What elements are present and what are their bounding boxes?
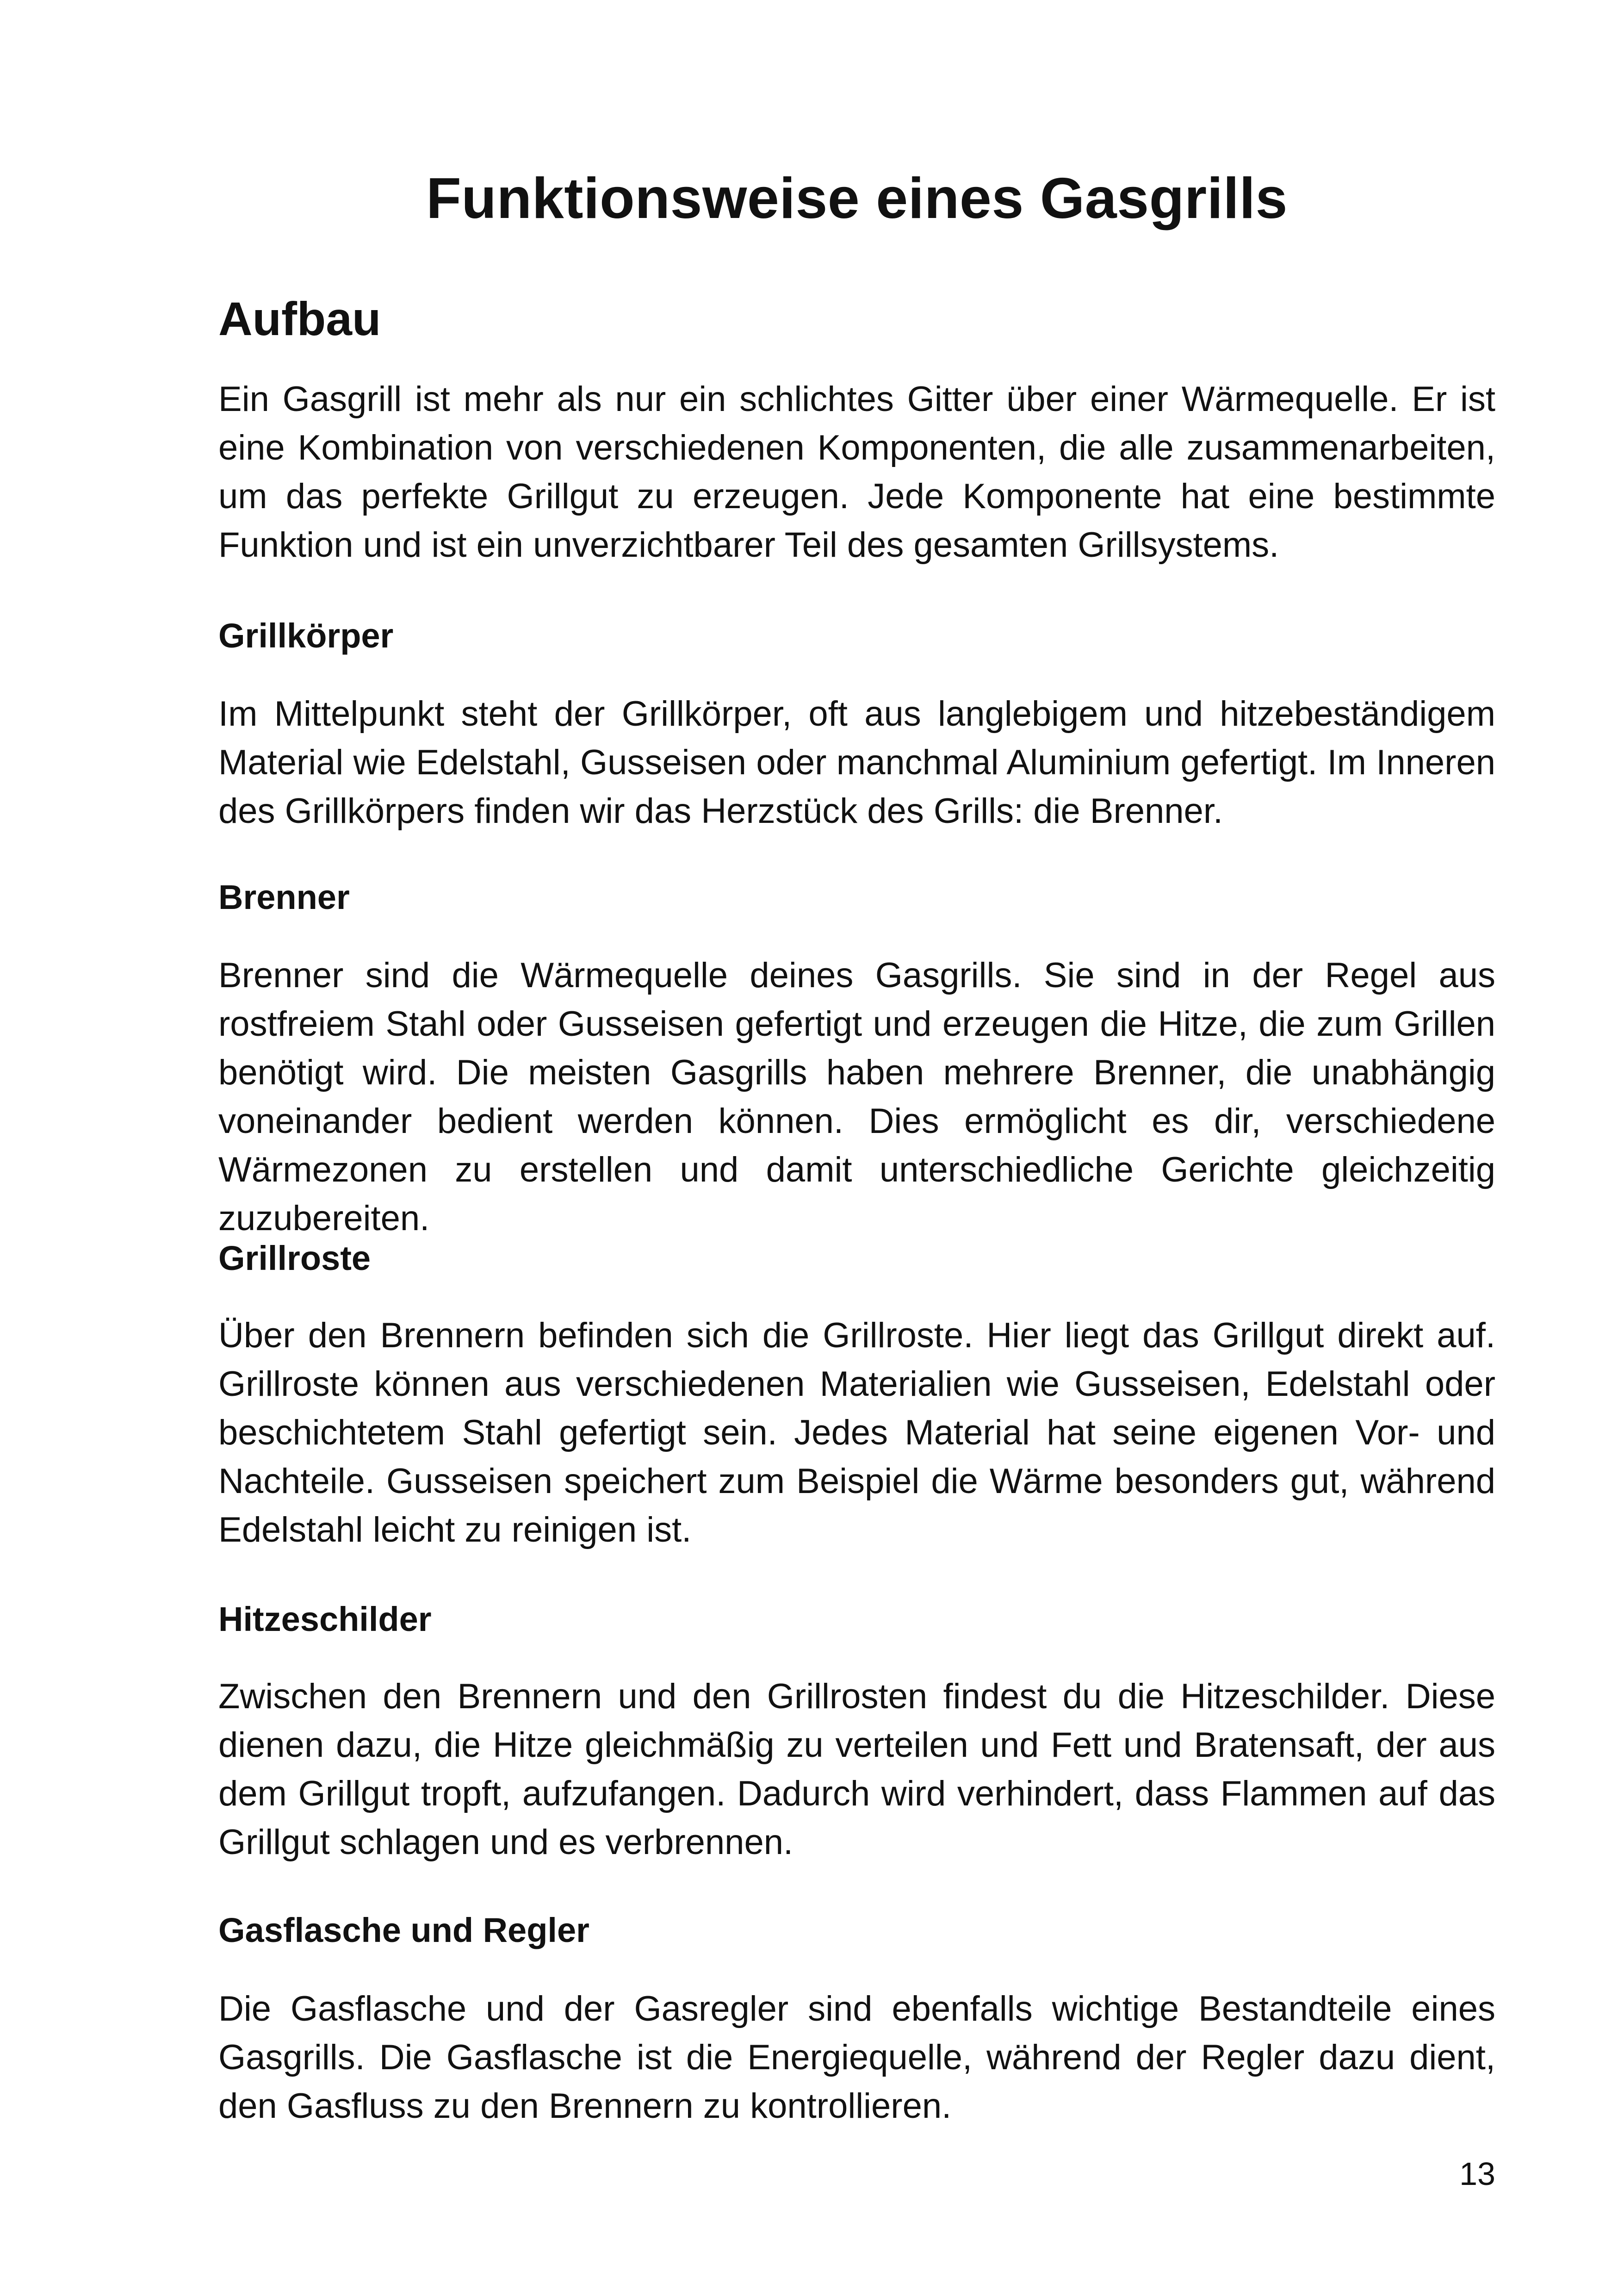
paragraph-brenner: Brenner sind die Wärmequelle deines Gasgrills. Sie sind in der Regel aus rostfreiem Stahl oder Gusseisen gefertigt und erzeugen die Hitze, die zum Grillen benötigt wird. Die meisten Gasgrills haben mehrere Brenner, die unabhängig voneinander bedient werden können. Dies ermöglicht es dir, verschiedene Wärmezonen zu erstellen und damit unterschiedliche Gerichte gleichzeitig zuzubereiten. [218,956,1495,1238]
paragraph-hitzeschilder: Zwischen den Brennern und den Grillrosten findest du die Hitzeschilder. Diese dienen dazu, die Hitze gleichmäßig zu verteilen und Fett und Bratensaft, der aus dem Grillgut tropft, aufzufangen. Dadurch wird verhindert, dass Flammen auf das Grillgut schlagen und es verbrennen. [218,1677,1495,1862]
subheading-brenner: Brenner [218,878,350,916]
subheading-grillkoerper: Grillkörper [218,616,394,655]
paragraph-gasflasche: Die Gasflasche und der Gasregler sind ebenfalls wichtige Bestandteile eines Gasgrills. Die Gasflasche ist die Energiequelle, während der Regler dazu dient, den Gasfluss zu den Brennern zu kontrollieren. [218,1989,1495,2126]
intro-paragraph: Ein Gasgrill ist mehr als nur ein schlichtes Gitter über einer Wärmequelle. Er ist eine Kombination von verschiedenen Komponenten, die alle zusammenarbeiten, um das perfekte Grillgut zu erzeugen. Jede Komponente hat eine bestimmte Funktion und ist ein unverzichtbarer Teil des gesamten Grillsystems. [218,380,1495,565]
subheading-gasflasche: Gasflasche und Regler [218,1911,589,1949]
paragraph-grillkoerper: Im Mittelpunkt steht der Grillkörper, oft aus langlebigem und hitzebeständigem Material wie Edelstahl, Gusseisen oder manchmal Aluminium gefertigt. Im Inneren des Grillkörpers finden wir das Herzstück des Grills: die Brenner. [218,694,1495,831]
paragraph-grillroste: Über den Brennern befinden sich die Grillroste. Hier liegt das Grillgut direkt auf. Grillroste können aus verschiedenen Materialien wie Gusseisen, Edelstahl oder beschichtetem Stahl gefertigt sein. Jedes Material hat seine eigenen Vor- und Nachteile. Gusseisen speichert zum Beispiel die Wärme besonders gut, während Edelstahl leicht zu reinigen ist. [218,1316,1495,1549]
subheading-hitzeschilder: Hitzeschilder [218,1600,432,1638]
subheading-grillroste: Grillroste [218,1239,371,1277]
page-title: Funktionsweise eines Gasgrills [426,167,1288,230]
page-number: 13 [1459,2156,1495,2192]
section-heading: Aufbau [218,292,381,345]
